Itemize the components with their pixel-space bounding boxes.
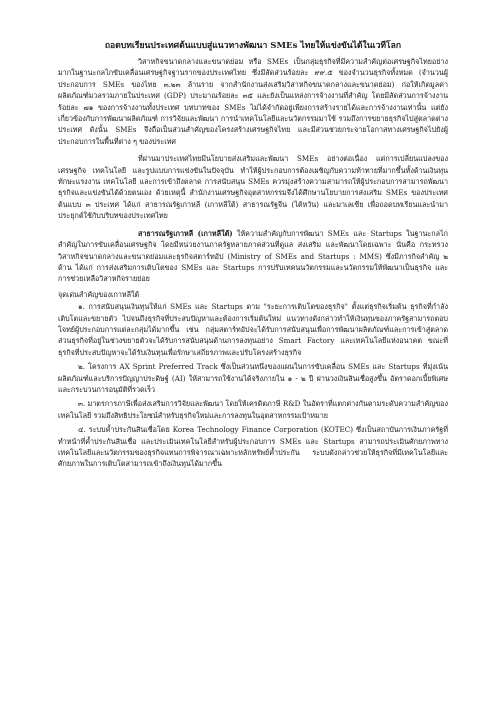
document-title: ถอดบทเรียนประเทศต้นแบบสู่แนวทางพัฒนา SMEs ไทยให้แข่งขันได้ในเวทีโลก [104,41,402,51]
list-item: ๔. ระบบค้ำประกันสินเชื่อโดย Korea Technology Finance Corporation (KOTEC) ซึ่งเป็นสถาบันการเงินภาครัฐที่ทำหน้าที่ค้ำประกันสินเชื่อ และประเมินเทคโนโลยีสำหรับผู้ประกอบการ SMEs และ Startups สามารถประเมินศักยภาพทางเทคโนโลยีและนวัตกรรมของธุรกิจแทนการพิจารณาเฉพาะหลักทรัพย์ค้ำประกัน ระบบดังกล่าวช่วยให้ธุรกิจที่มีเทคโนโลยีและศักยภาพในการเติบโตสามารถเข้าถึงเงินทุนได้มากขึ้น [58,425,448,469]
list-item: ๓. มาตรการภาษีเพื่อส่งเสริมการวิจัยและพัฒนา โดยให้เครดิตภาษี R&D ในอัตราที่แตกต่างกันตามระดับความสำคัญของเทคโนโลยี รวมถึงสิทธิประโยชน์สำหรับธุรกิจใหม่และการลงทุนในอุตสาหกรรมเป้าหมาย [58,399,448,420]
intro-paragraph-2: ที่ผ่านมาประเทศไทยมีนโยบายส่งเสริมและพัฒนา SMEs อย่างต่อเนื่อง แต่การเปลี่ยนแปลงของเศรษฐกิจ เทคโนโลยี และรูปแบบการแข่งขันในปัจจุบัน ทำให้ผู้ประกอบการต้องเผชิญกับความท้าทายที่มากขึ้นทั้งด้านเงินทุน ทักษะแรงงาน เทคโนโลยี และการเข้าถึงตลาด การสนับสนุน SMEs ควรมุ่งสร้างความสามารถให้ผู้ประกอบการสามารถพัฒนาธุรกิจและแข่งขันได้ด้วยตนเอง ด้วยเหตุนี้ สำนักงานเศรษฐกิจอุตสาหกรรมจึงได้ศึกษานโยบายการส่งเสริม SMEs ของประเทศต้นแบบ ๓ ประเทศ ได้แก่ สาธารณรัฐเกาหลี (เกาหลีใต้) สาธารณรัฐจีน (ไต้หวัน) และมาเลเซีย เพื่อถอดบทเรียนและนำมาประยุกต์ใช้กับบริบทของประเทศไทย [58,154,448,221]
list-item: ๑. การสนับสนุนเงินทุนให้แก่ SMEs และ Startups ตาม "ระยะการเติบโตของธุรกิจ" ตั้งแต่ธุรกิจเริ่มต้น ธุรกิจที่กำลังเติบโตและขยายตัว ไปจนถึงธุรกิจที่ประสบปัญหาและต้องการเริ่มต้นใหม่ แนวทางดังกล่าวทำให้เงินทุนของภาครัฐสามารถตอบโจทย์ผู้ประกอบการแต่ละกลุ่มได้มากขึ้น เช่น กลุ่มสตาร์ทอัปจะได้รับการสนับสนุนเพื่อการพัฒนาผลิตภัณฑ์และการเข้าสู่ตลาด ส่วนธุรกิจที่อยู่ในช่วงขยายตัวจะได้รับการสนับสนุนด้านการลงทุนอย่าง Smart Factory และเทคโนโลยีแห่งอนาคต ขณะที่ธุรกิจที่ประสบปัญหาจะได้รับเงินทุนเพื่อรักษาเสถียรภาพและปรับโครงสร้างธุรกิจ [58,302,448,357]
korea-paragraph [58,228,448,285]
korea-heading: สาธารณรัฐเกาหลี (เกาหลีใต้) [138,228,233,238]
key-points-heading: จุดเด่นสำคัญของเกาหลีใต้ [58,289,140,299]
intro-paragraph-1: วิสาหกิจขนาดกลางและขนาดย่อม หรือ SMEs เป็นกลุ่มธุรกิจที่มีความสำคัญต่อเศรษฐกิจไทยอย่างมากในฐานะกลไกขับเคลื่อนเศรษฐกิจฐานรากของประเทศไทย ซึ่งมีสัดส่วนร้อยละ ๙๙.๕ ของจำนวนธุรกิจทั้งหมด (จำนวนผู้ประกอบการ SMEs ของไทย ๓.๒๓ ล้านราย จากสำนักงานส่งเสริมวิสาหกิจขนาดกลางและขนาดย่อม) ก่อให้เกิดมูลค่าผลิตภัณฑ์มวลรวมภายในประเทศ (GDP) ประมาณร้อยละ ๓๕ และยังเป็นแหล่งการจ้างงานที่สำคัญ โดยมีสัดส่วนการจ้างงานร้อยละ ๗๑ ของการจ้างงานทั้งประเทศ บทบาทของ SMEs ไม่ได้จำกัดอยู่เพียงการสร้างรายได้และการจ้างงานเท่านั้น แต่ยังเกี่ยวข้องกับการพัฒนาผลิตภัณฑ์ การวิจัยและพัฒนา การนำเทคโนโลยีและนวัตกรรมมาใช้ รวมถึงการขยายธุรกิจไปสู่ตลาดต่างประเทศ ดังนั้น SMEs จึงถือเป็นส่วนสำคัญของโครงสร้างเศรษฐกิจไทย และมีส่วนช่วยกระจายโอกาสทางเศรษฐกิจไปยังผู้ประกอบการในพื้นที่ต่าง ๆ ของประเทศ [58,57,448,146]
korea-body: ให้ความสำคัญกับการพัฒนา SMEs และ Startups ในฐานะกลไกสำคัญในการขับเคลื่อนเศรษฐกิจ โดยมีหน่วยงานภาครัฐหลายภาคส่วนที่ดูแล ส่งเสริม และพัฒนาโดยเฉพาะ นั่นคือ กระทรวงวิสาหกิจขนาดกลางและขนาดย่อมและธุรกิจสตาร์ทอัป (Ministry of SMEs and Startups : MMS) ซึ่งมีภารกิจสำคัญ ๒ ด้าน ได้แก่ การส่งเสริมการเติบโตของ SMEs และ Startups การปรับเทคนนวัตกรรมและนวัตกรรมให้พัฒนาเป็นธุรกิจ และการช่วยเหลือวิสาหกิจรายย่อย [58,228,448,284]
list-item: ๒. โครงการ AX Sprint Preferred Track ซึ่งเป็นส่วนหนึ่งของแผนในการขับเคลื่อน SMEs และ Startups ที่มุ่งเน้นผลิตภัณฑ์และบริการปัญญาประดิษฐ์ (AI) ให้สามารถใช้งานได้จริงภายใน ๑ - ๒ ปี ผ่านวงเงินสินเชื่อสูงขึ้น อัตราดอกเบี้ยพิเศษ และกระบวนการอนุมัติที่รวดเร็ว [58,362,448,394]
